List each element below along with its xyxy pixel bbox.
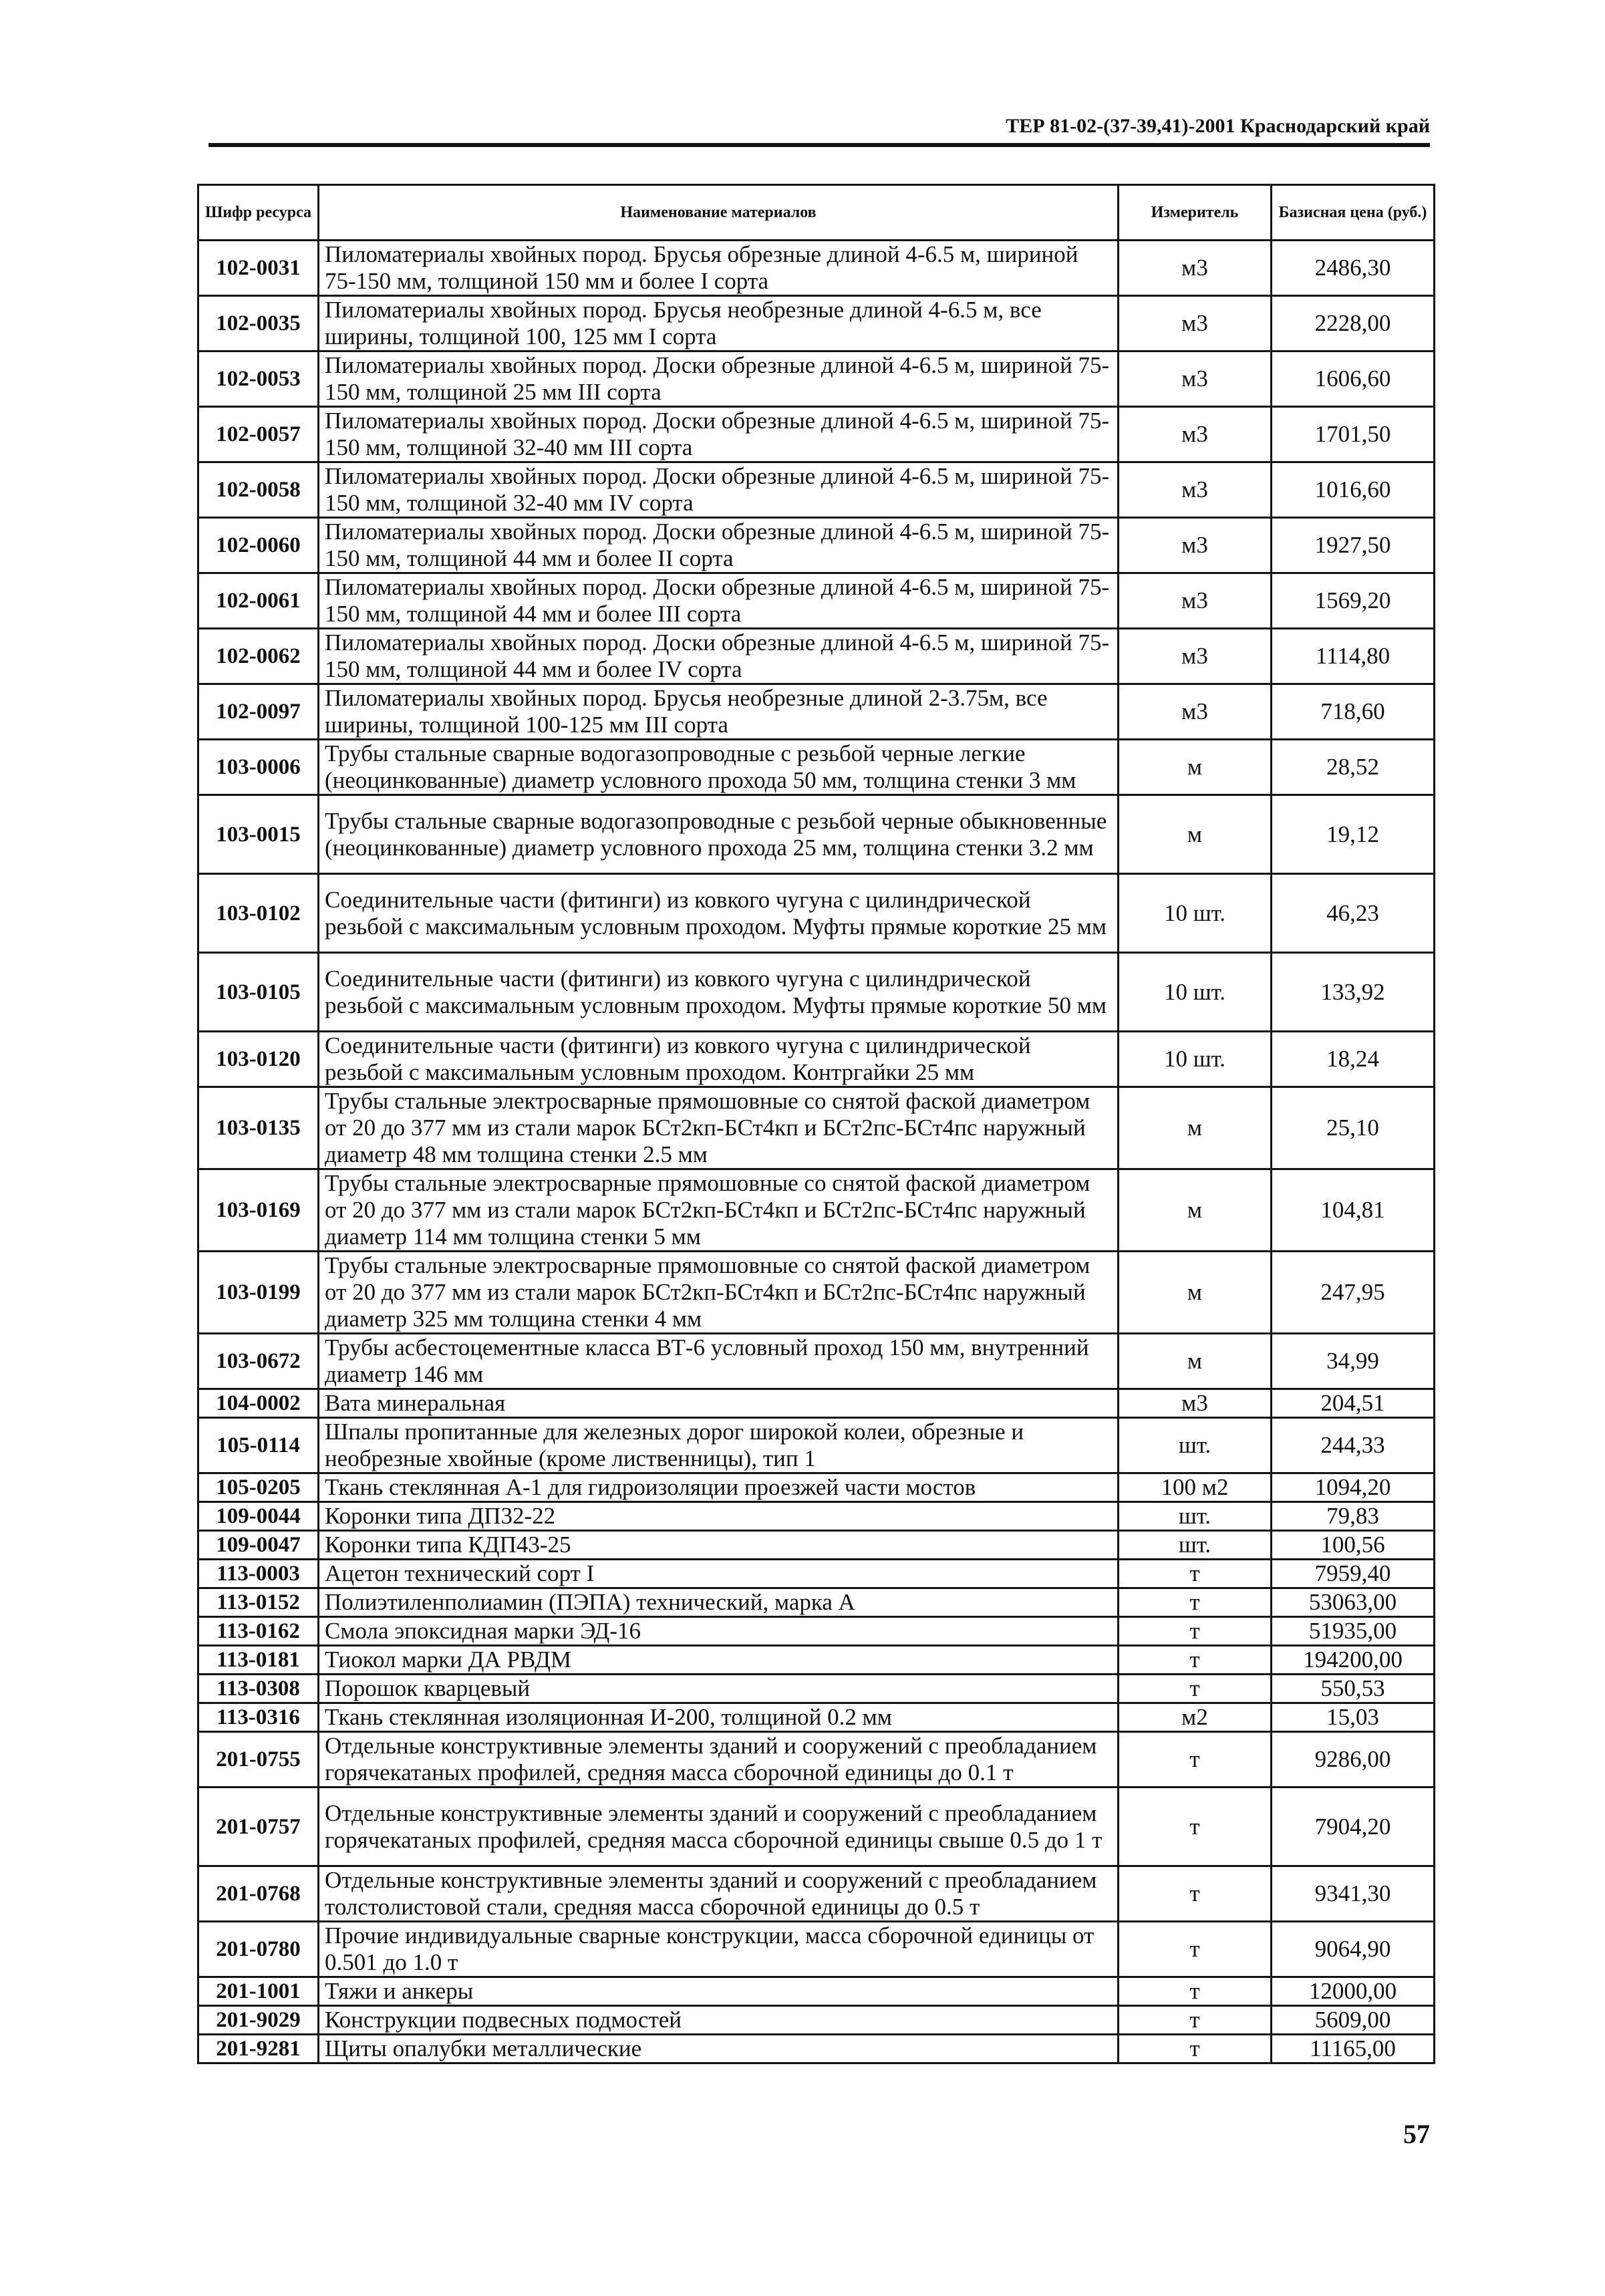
row-name: Отдельные конструктивные элементы зданий и сооружений с преобладанием горячекатаных профилей, средняя масса сборочной единицы свыше 0.5 до 1 т — [319, 1787, 1119, 1866]
table-header-row — [198, 185, 1435, 241]
row-code: 103-0199 — [198, 1252, 319, 1334]
table-body — [198, 241, 1435, 2063]
table-row — [198, 351, 1435, 407]
row-name: Коронки типа ДП32-22 — [319, 1502, 1119, 1531]
row-name: Порошок кварцевый — [319, 1675, 1119, 1703]
row-code: 201-0768 — [198, 1866, 319, 1922]
row-price: 19,12 — [1272, 795, 1435, 874]
table-row — [198, 518, 1435, 573]
row-price: 12000,00 — [1272, 1977, 1435, 2006]
row-name: Трубы асбестоцементные класса ВТ-6 условный проход 150 мм, внутренний диаметр 146 мм — [319, 1334, 1119, 1389]
row-unit: м — [1119, 1169, 1272, 1252]
row-price: 247,95 — [1272, 1252, 1435, 1334]
row-name: Пиломатериалы хвойных пород. Доски обрезные длиной 4-6.5 м, шириной 75-150 мм, толщиной 44 мм и более II сорта — [319, 518, 1119, 573]
row-code: 113-0308 — [198, 1675, 319, 1703]
row-code: 201-0757 — [198, 1787, 319, 1866]
row-price: 5609,00 — [1272, 2006, 1435, 2035]
row-code: 102-0061 — [198, 573, 319, 629]
row-code: 103-0102 — [198, 874, 319, 953]
row-code: 102-0035 — [198, 296, 319, 351]
row-code: 103-0135 — [198, 1087, 319, 1169]
row-unit: т — [1119, 2006, 1272, 2035]
row-price: 15,03 — [1272, 1703, 1435, 1732]
row-unit: м3 — [1119, 462, 1272, 518]
row-unit: 10 шт. — [1119, 1032, 1272, 1087]
row-code: 103-0169 — [198, 1169, 319, 1252]
row-price: 244,33 — [1272, 1418, 1435, 1473]
row-price: 2228,00 — [1272, 296, 1435, 351]
column-header-price: Базисная цена (руб.) — [1272, 185, 1435, 241]
table-row — [198, 1252, 1435, 1334]
table-row — [198, 1787, 1435, 1866]
row-unit: м3 — [1119, 1389, 1272, 1418]
row-unit: 10 шт. — [1119, 874, 1272, 953]
row-name: Полиэтиленполиамин (ПЭПА) технический, марка А — [319, 1588, 1119, 1617]
row-price: 1606,60 — [1272, 351, 1435, 407]
row-name: Шпалы пропитанные для железных дорог широкой колеи, обрезные и необрезные хвойные (кроме лиственницы), тип 1 — [319, 1418, 1119, 1473]
row-name: Пиломатериалы хвойных пород. Доски обрезные длиной 4-6.5 м, шириной 75-150 мм, толщиной 25 мм III сорта — [319, 351, 1119, 407]
row-name: Ацетон технический сорт I — [319, 1560, 1119, 1588]
row-price: 1701,50 — [1272, 407, 1435, 462]
row-code: 113-0316 — [198, 1703, 319, 1732]
column-header-code: Шифр ресурса — [198, 185, 319, 241]
row-price: 204,51 — [1272, 1389, 1435, 1418]
row-unit: шт. — [1119, 1531, 1272, 1560]
table-row — [198, 1675, 1435, 1703]
row-code: 103-0105 — [198, 953, 319, 1032]
row-price: 1094,20 — [1272, 1473, 1435, 1502]
row-price: 104,81 — [1272, 1169, 1435, 1252]
row-code: 105-0114 — [198, 1418, 319, 1473]
table-row — [198, 296, 1435, 351]
row-unit: 10 шт. — [1119, 953, 1272, 1032]
row-name: Пиломатериалы хвойных пород. Доски обрезные длиной 4-6.5 м, шириной 75-150 мм, толщиной 44 мм и более III сорта — [319, 573, 1119, 629]
row-unit: м — [1119, 740, 1272, 795]
row-code: 103-0006 — [198, 740, 319, 795]
document-header: ТЕР 81-02-(37-39,41)-2001 Краснодарский край — [1006, 115, 1430, 137]
row-name: Пиломатериалы хвойных пород. Брусья необрезные длиной 2-3.75м, все ширины, толщиной 100-125 мм III сорта — [319, 684, 1119, 740]
row-unit: м — [1119, 795, 1272, 874]
row-unit: т — [1119, 1588, 1272, 1617]
table-row — [198, 573, 1435, 629]
row-unit: т — [1119, 1732, 1272, 1787]
table-row — [198, 1617, 1435, 1646]
row-name: Тяжи и анкеры — [319, 1977, 1119, 2006]
table-row — [198, 1087, 1435, 1169]
row-unit: т — [1119, 1787, 1272, 1866]
row-price: 53063,00 — [1272, 1588, 1435, 1617]
row-name: Конструкции подвесных подмостей — [319, 2006, 1119, 2035]
row-unit: т — [1119, 1977, 1272, 2006]
row-code: 113-0181 — [198, 1646, 319, 1675]
row-price: 2486,30 — [1272, 241, 1435, 296]
row-name: Пиломатериалы хвойных пород. Брусья обрезные длиной 4-6.5 м, шириной 75-150 мм, толщиной 150 мм и более I сорта — [319, 241, 1119, 296]
table-row — [198, 1334, 1435, 1389]
row-name: Соединительные части (фитинги) из ковкого чугуна с цилиндрической резьбой с максимальным условным проходом. Муфты прямые короткие 25 мм — [319, 874, 1119, 953]
row-name: Трубы стальные сварные водогазопроводные с резьбой черные легкие (неоцинкованные) диаметр условного прохода 50 мм, толщина стенки 3 мм — [319, 740, 1119, 795]
row-price: 1927,50 — [1272, 518, 1435, 573]
row-price: 9064,90 — [1272, 1922, 1435, 1977]
table-row — [198, 1703, 1435, 1732]
header-rule — [208, 143, 1430, 147]
row-unit: м3 — [1119, 296, 1272, 351]
row-code: 103-0120 — [198, 1032, 319, 1087]
row-unit: т — [1119, 1866, 1272, 1922]
row-name: Пиломатериалы хвойных пород. Доски обрезные длиной 4-6.5 м, шириной 75-150 мм, толщиной 44 мм и более IV сорта — [319, 629, 1119, 684]
table-row — [198, 1732, 1435, 1787]
row-price: 1016,60 — [1272, 462, 1435, 518]
row-price: 34,99 — [1272, 1334, 1435, 1389]
row-code: 102-0097 — [198, 684, 319, 740]
row-price: 194200,00 — [1272, 1646, 1435, 1675]
row-price: 18,24 — [1272, 1032, 1435, 1087]
row-unit: шт. — [1119, 1502, 1272, 1531]
table-row — [198, 1866, 1435, 1922]
row-name: Трубы стальные электросварные прямошовные со снятой фаской диаметром от 20 до 377 мм из стали марок БСт2кп-БСт4кп и БСт2пс-БСт4пс наружный диаметр 114 мм толщина стенки 5 мм — [319, 1169, 1119, 1252]
row-unit: м3 — [1119, 684, 1272, 740]
row-price: 550,53 — [1272, 1675, 1435, 1703]
table-row — [198, 1502, 1435, 1531]
table-row — [198, 795, 1435, 874]
row-unit: т — [1119, 1617, 1272, 1646]
table-row — [198, 1560, 1435, 1588]
row-code: 109-0044 — [198, 1502, 319, 1531]
table-row — [198, 1588, 1435, 1617]
table-row — [198, 462, 1435, 518]
row-price: 79,83 — [1272, 1502, 1435, 1531]
row-name: Тиокол марки ДА РВДМ — [319, 1646, 1119, 1675]
row-unit: т — [1119, 1560, 1272, 1588]
table-row — [198, 1646, 1435, 1675]
row-unit: м3 — [1119, 518, 1272, 573]
row-unit: м2 — [1119, 1703, 1272, 1732]
table-row — [198, 629, 1435, 684]
row-code: 102-0058 — [198, 462, 319, 518]
row-name: Прочие индивидуальные сварные конструкции, масса сборочной единицы от 0.501 до 1.0 т — [319, 1922, 1119, 1977]
column-header-name: Наименование материалов — [319, 185, 1119, 241]
row-unit: т — [1119, 2035, 1272, 2063]
row-unit: м3 — [1119, 407, 1272, 462]
row-code: 201-9281 — [198, 2035, 319, 2063]
page-number: 57 — [1403, 2119, 1430, 2149]
row-price: 11165,00 — [1272, 2035, 1435, 2063]
row-name: Вата минеральная — [319, 1389, 1119, 1418]
row-unit: м3 — [1119, 573, 1272, 629]
row-unit: м — [1119, 1087, 1272, 1169]
row-unit: т — [1119, 1675, 1272, 1703]
row-name: Пиломатериалы хвойных пород. Доски обрезные длиной 4-6.5 м, шириной 75-150 мм, толщиной 32-40 мм III сорта — [319, 407, 1119, 462]
table-row — [198, 953, 1435, 1032]
table-row — [198, 874, 1435, 953]
row-name: Соединительные части (фитинги) из ковкого чугуна с цилиндрической резьбой с максимальным условным проходом. Муфты прямые короткие 50 мм — [319, 953, 1119, 1032]
row-name: Ткань стеклянная изоляционная И-200, толщиной 0.2 мм — [319, 1703, 1119, 1732]
row-name: Пиломатериалы хвойных пород. Брусья необрезные длиной 4-6.5 м, все ширины, толщиной 100, 125 мм I сорта — [319, 296, 1119, 351]
row-unit: т — [1119, 1922, 1272, 1977]
row-price: 1114,80 — [1272, 629, 1435, 684]
column-header-unit: Измеритель — [1119, 185, 1272, 241]
table-row — [198, 1922, 1435, 1977]
row-code: 102-0060 — [198, 518, 319, 573]
table-row — [198, 1389, 1435, 1418]
row-price: 7959,40 — [1272, 1560, 1435, 1588]
row-price: 133,92 — [1272, 953, 1435, 1032]
row-unit: т — [1119, 1646, 1272, 1675]
row-code: 113-0162 — [198, 1617, 319, 1646]
row-unit: 100 м2 — [1119, 1473, 1272, 1502]
row-name: Пиломатериалы хвойных пород. Доски обрезные длиной 4-6.5 м, шириной 75-150 мм, толщиной 32-40 мм IV сорта — [319, 462, 1119, 518]
row-name: Соединительные части (фитинги) из ковкого чугуна с цилиндрической резьбой с максимальным условным проходом. Контргайки 25 мм — [319, 1032, 1119, 1087]
row-code: 109-0047 — [198, 1531, 319, 1560]
table-row — [198, 2006, 1435, 2035]
row-name: Отдельные конструктивные элементы зданий и сооружений с преобладанием толстолистовой стали, средняя масса сборочной единицы до 0.5 т — [319, 1866, 1119, 1922]
row-name: Трубы стальные сварные водогазопроводные с резьбой черные обыкновенные (неоцинкованные) диаметр условного прохода 25 мм, толщина стенки 3.2 мм — [319, 795, 1119, 874]
row-code: 201-0755 — [198, 1732, 319, 1787]
row-code: 103-0672 — [198, 1334, 319, 1389]
row-name: Щиты опалубки металлические — [319, 2035, 1119, 2063]
row-code: 201-9029 — [198, 2006, 319, 2035]
row-price: 7904,20 — [1272, 1787, 1435, 1866]
row-unit: м3 — [1119, 351, 1272, 407]
row-code: 102-0031 — [198, 241, 319, 296]
table-row — [198, 1531, 1435, 1560]
row-price: 51935,00 — [1272, 1617, 1435, 1646]
row-price: 718,60 — [1272, 684, 1435, 740]
row-name: Отдельные конструктивные элементы зданий и сооружений с преобладанием горячекатаных профилей, средняя масса сборочной единицы до 0.1 т — [319, 1732, 1119, 1787]
row-unit: м3 — [1119, 629, 1272, 684]
row-code: 102-0057 — [198, 407, 319, 462]
table-row — [198, 740, 1435, 795]
row-name: Коронки типа КДП43-25 — [319, 1531, 1119, 1560]
row-code: 113-0152 — [198, 1588, 319, 1617]
row-price: 9341,30 — [1272, 1866, 1435, 1922]
table-row — [198, 1169, 1435, 1252]
row-price: 46,23 — [1272, 874, 1435, 953]
table-row — [198, 2035, 1435, 2063]
materials-price-table — [197, 184, 1435, 2064]
row-name: Трубы стальные электросварные прямошовные со снятой фаской диаметром от 20 до 377 мм из стали марок БСт2кп-БСт4кп и БСт2пс-БСт4пс наружный диаметр 325 мм толщина стенки 4 мм — [319, 1252, 1119, 1334]
row-code: 113-0003 — [198, 1560, 319, 1588]
row-name: Смола эпоксидная марки ЭД-16 — [319, 1617, 1119, 1646]
row-price: 100,56 — [1272, 1531, 1435, 1560]
table-row — [198, 684, 1435, 740]
row-price: 28,52 — [1272, 740, 1435, 795]
row-code: 102-0053 — [198, 351, 319, 407]
row-code: 201-1001 — [198, 1977, 319, 2006]
row-code: 201-0780 — [198, 1922, 319, 1977]
row-name: Трубы стальные электросварные прямошовные со снятой фаской диаметром от 20 до 377 мм из стали марок БСт2кп-БСт4кп и БСт2пс-БСт4пс наружный диаметр 48 мм толщина стенки 2.5 мм — [319, 1087, 1119, 1169]
table-row — [198, 1977, 1435, 2006]
table-row — [198, 1032, 1435, 1087]
row-code: 105-0205 — [198, 1473, 319, 1502]
row-unit: м3 — [1119, 241, 1272, 296]
table-row — [198, 407, 1435, 462]
table-row — [198, 1418, 1435, 1473]
table-row — [198, 241, 1435, 296]
row-unit: м — [1119, 1334, 1272, 1389]
row-unit: м — [1119, 1252, 1272, 1334]
row-code: 102-0062 — [198, 629, 319, 684]
row-name: Ткань стеклянная А-1 для гидроизоляции проезжей части мостов — [319, 1473, 1119, 1502]
table-row — [198, 1473, 1435, 1502]
row-price: 25,10 — [1272, 1087, 1435, 1169]
row-price: 9286,00 — [1272, 1732, 1435, 1787]
row-code: 104-0002 — [198, 1389, 319, 1418]
row-price: 1569,20 — [1272, 573, 1435, 629]
row-code: 103-0015 — [198, 795, 319, 874]
row-unit: шт. — [1119, 1418, 1272, 1473]
